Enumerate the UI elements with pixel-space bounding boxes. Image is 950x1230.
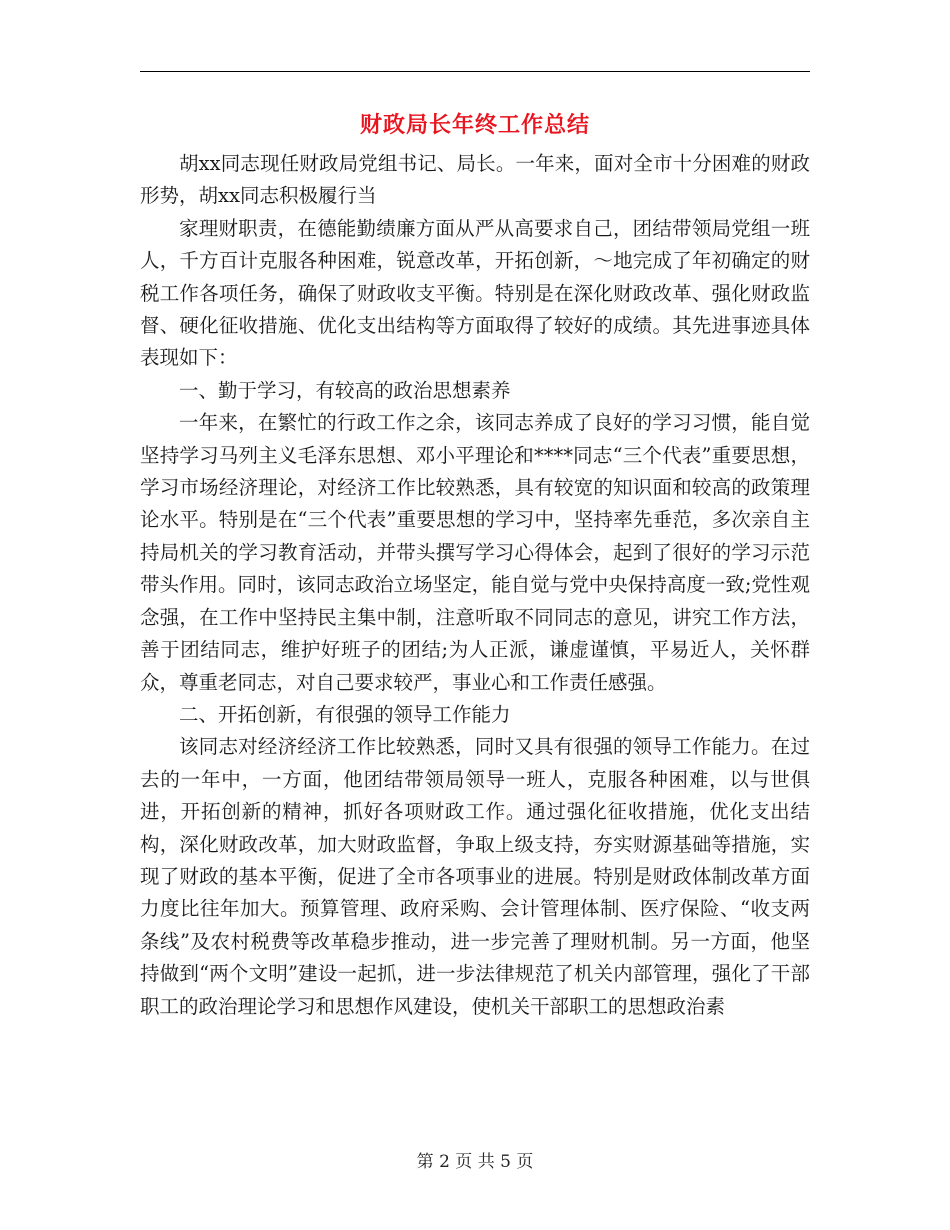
header-rule [140, 71, 810, 72]
section-heading: 二、开拓创新，有很强的领导工作能力 [179, 702, 511, 726]
document-title: 财政局长年终工作总结 [359, 113, 590, 138]
page-number-footer: 第 2 页 共 5 页 [416, 1152, 534, 1172]
body-paragraph: 胡xx同志现任财政局党组书记、局长。一年来，面对全市十分困难的财政形势，胡xx同志积极履行当 [140, 152, 810, 208]
section-heading: 一、勤于学习，有较高的政治思想素养 [179, 378, 511, 402]
body-paragraph: 家理财职责，在德能勤绩廉方面从严从高要求自己，团结带领局党组一班人，千方百计克服各种困难，锐意改革，开拓创新，～地完成了年初确定的财税工作各项任务，确保了财政收支平衡。特别是在深化财政改革、强化财政监督、硬化征收措施、优化支出结构等方面取得了较好的成绩。其先进事迹具体表现如下： [140, 216, 810, 370]
document-body [140, 148, 810, 1023]
body-paragraph: 该同志对经济经济工作比较熟悉，同时又具有很强的领导工作能力。在过去的一年中，一方面，他团结带领局领导一班人，克服各种困难，以与世俱进，开拓创新的精神，抓好各项财政工作。通过强化征收措施，优化支出结构，深化财政改革，加大财政监督，争取上级支持，夯实财源基础等措施，实现了财政的基本平衡，促进了全市各项事业的进展。特别是财政体制改革方面力度比往年加大。预算管理、政府采购、会计管理体制、医疗保险、“收支两条线”及农村税费等改革稳步推动，进一步完善了理财机制。另一方面，他坚持做到“两个文明”建设一起抓，进一步法律规范了机关内部管理，强化了干部职工的政治理论学习和思想作风建设，使机关干部职工的思想政治素 [140, 735, 810, 1018]
body-paragraph: 一年来，在繁忙的行政工作之余，该同志养成了良好的学习习惯，能自觉坚持学习马列主义毛泽东思想、邓小平理论和****同志“三个代表”重要思想，学习市场经济理论，对经济工作比较熟悉，具有较宽的知识面和较高的政策理论水平。特别是在“三个代表”重要思想的学习中，坚持率先垂范，多次亲自主持局机关的学习教育活动，并带头撰写学习心得体会，起到了很好的学习示范带头作用。同时，该同志政治立场坚定，能自觉与党中央保持高度一致;党性观念强，在工作中坚持民主集中制，注意听取不同同志的意见，讲究工作方法，善于团结同志，维护好班子的团结;为人正派，谦虚谨慎，平易近人，关怀群众，尊重老同志，对自己要求较严，事业心和工作责任感强。 [140, 411, 810, 694]
